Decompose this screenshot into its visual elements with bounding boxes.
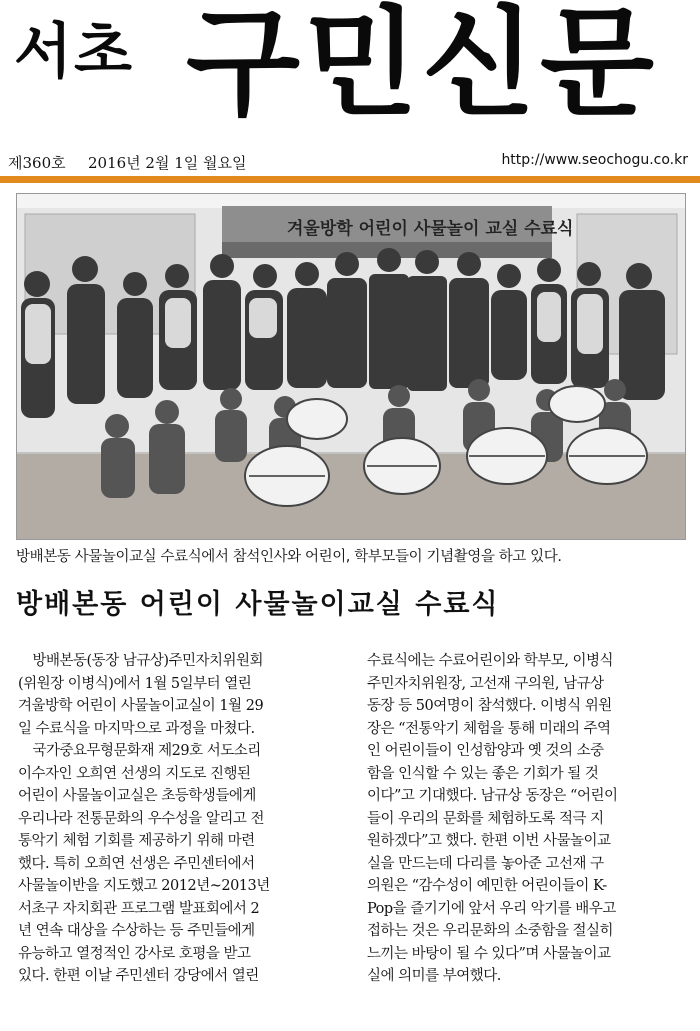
article-column-left (18, 650, 336, 988)
masthead-district: 서초 (14, 17, 134, 87)
body-line: 의원은 “감수성이 예민한 어린이들이 K- (367, 878, 607, 894)
photo-banner-text: 겨울방학 어린이 사물놀이 교실 수료식 (287, 219, 574, 239)
body-line: 겨울방학 어린이 사물놀이교실이 1월 29 (18, 698, 264, 714)
body-line: 접하는 것은 우리문화의 소중함을 절실히 (367, 923, 614, 939)
issue-number: 제360호 (8, 154, 66, 172)
body-line: 원하겠다”고 했다. 한편 이번 사물놀이교 (367, 833, 611, 849)
body-line: 실을 만드는데 다리를 놓아준 고선재 구 (367, 855, 604, 872)
body-line: 년 연속 대상을 수상하는 등 주민들에게 (18, 923, 255, 939)
body-line: 이다”고 기대했다. 남규상 동장은 “어린이 (367, 788, 618, 804)
body-line: 인 어린이들이 인성함양과 옛 것의 소중 (367, 743, 604, 759)
body-line: 어린이 사물놀이교실은 초등학생들에게 (18, 788, 256, 804)
site-url-link[interactable]: http://www.seochogu.co.kr (501, 152, 688, 168)
body-line: 주민자치위원장, 고선재 구의원, 남규상 (367, 675, 604, 692)
body-line: 장은 “전통악기 체험을 통해 미래의 주역 (367, 720, 611, 737)
issue-date: 2016년 2월 1일 월요일 (88, 154, 247, 172)
article-column-right (367, 650, 685, 988)
body-line: 동장 등 50여명이 참석했다. 이병식 위원 (367, 698, 612, 714)
masthead (0, 0, 700, 150)
body-line: 있다. 한편 이날 주민센터 강당에서 열린 (18, 968, 259, 984)
body-line: 느끼는 바탕이 될 수 있다”며 사물놀이교 (367, 945, 611, 962)
body-line: 사물놀이반을 지도했고 2012년~2013년 (18, 878, 270, 894)
issue-bar (0, 150, 700, 174)
photo-caption: 방배본동 사물놀이교실 수료식에서 참석인사와 어린이, 학부모들이 기념촬영을 하고 있다. (16, 549, 562, 565)
body-line: 수료식에는 수료어린이와 학부모, 이병식 (367, 653, 614, 669)
body-line: (위원장 이병식)에서 1월 5일부터 열린 (18, 675, 252, 692)
article-headline: 방배본동 어린이 사물놀이교실 수료식 (16, 589, 500, 620)
body-line: 서초구 자치회관 프로그램 발표회에서 2 (18, 900, 260, 917)
header-divider (0, 176, 700, 183)
body-line: 이수자인 오희연 선생의 지도로 진행된 (18, 765, 251, 782)
body-line: 유능하고 열정적인 강사로 호평을 받고 (18, 945, 251, 962)
body-line: 했다. 특히 오희연 선생은 주민센터에서 (18, 855, 255, 872)
body-line: 들이 우리의 문화를 체험하도록 적극 지 (367, 810, 604, 827)
body-line: Pop을 즐기기에 앞서 우리 악기를 배우고 (367, 900, 616, 917)
body-line: 우리나라 전통문화의 우수성을 알리고 전 (18, 810, 265, 827)
masthead-title: 구민신문 (186, 0, 658, 132)
body-line: 실에 의미를 부여했다. (367, 968, 501, 984)
body-line: 일 수료식을 마지막으로 과정을 마쳤다. (18, 720, 255, 737)
body-line: 국가중요무형문화재 제29호 서도소리 (32, 743, 261, 759)
body-line: 방배본동(동장 남규상)주민자치위원회 (32, 653, 264, 669)
body-line: 통악기 체험 기회를 제공하기 위해 마련 (18, 833, 255, 849)
group-photo-illustration (17, 194, 685, 539)
body-line: 함을 인식할 수 있는 좋은 기회가 될 것 (367, 765, 599, 782)
group-photo (16, 193, 686, 540)
